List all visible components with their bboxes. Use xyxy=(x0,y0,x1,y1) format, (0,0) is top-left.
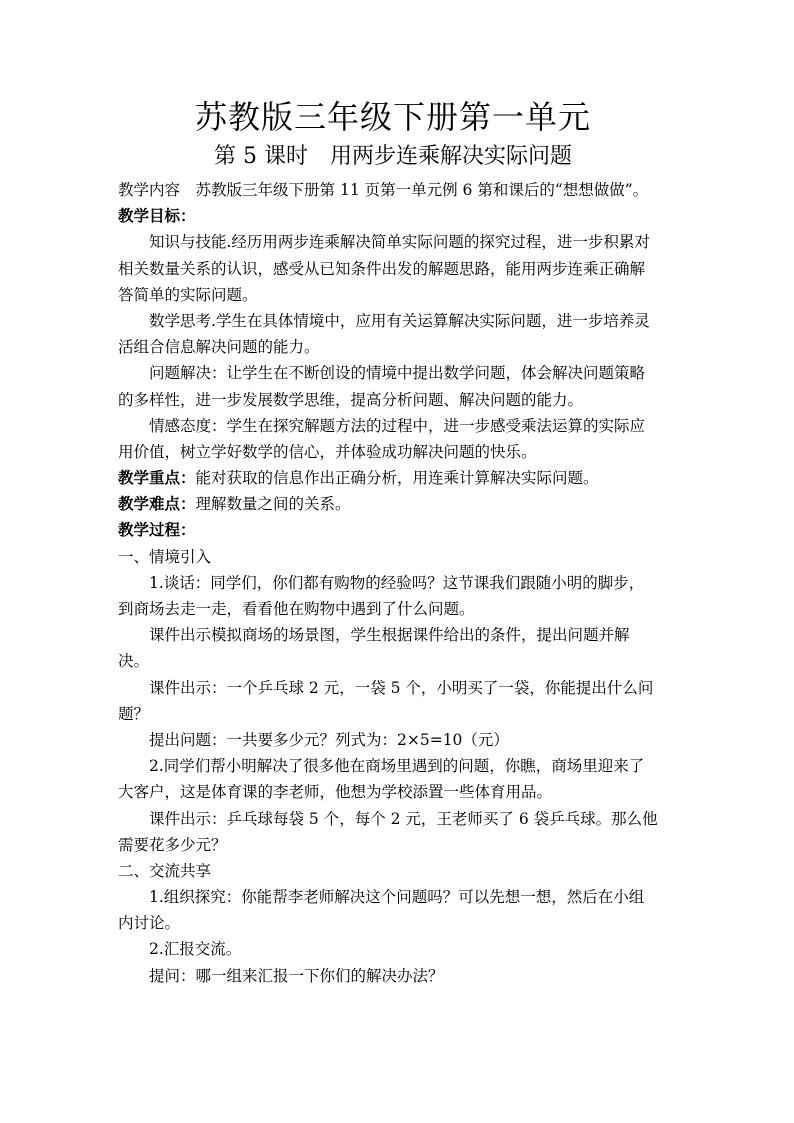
key-point-text: 能对获取的信息作出正确分析，用连乘计算解决实际问题。 xyxy=(195,469,599,488)
objectives-heading: 教学目标： xyxy=(118,206,196,226)
process-line: 到商场去走一走，看看他在购物中遇到了什么问题。 xyxy=(118,600,475,618)
process-heading: 教学过程： xyxy=(118,520,196,540)
process-line: 1.组织探究：你能帮李老师解决这个问题吗？可以先想一想，然后在小组 xyxy=(149,888,645,907)
content-label: 教学内容 xyxy=(118,181,181,199)
difficulty-text: 理解数量之间的关系。 xyxy=(195,495,351,514)
objective-line: 活组合信息解决问题的能力。 xyxy=(118,338,320,357)
process-line: 题？ xyxy=(118,704,150,723)
document-body xyxy=(118,177,670,989)
teaching-content xyxy=(118,177,670,203)
section-heading: 一、情境引入 xyxy=(118,547,212,566)
objective-line: 知识与技能.经历用两步连乘解决简单实际问题的探究过程，进一步积累对 xyxy=(149,233,650,252)
process-line: 课件出示：乒乓球每袋 5 个，每个 2 元，王老师买了 6 袋乒乓球。那么他 xyxy=(149,809,658,828)
process-line: 提出问题：一共要多少元？列式为：2×5=10（元） xyxy=(149,730,509,749)
objective-line: 问题解决：让学生在不断创设的情境中提出数学问题，体会解决问题策略 xyxy=(149,364,646,383)
objective-line: 的多样性，进一步发展数学思维，提高分析问题、解决问题的能力。 xyxy=(118,390,584,409)
difficulty-label: 教学难点 xyxy=(118,494,181,514)
process-line: 课件出示模拟商场的场景图，学生根据课件给出的条件，提出问题并解 xyxy=(149,626,630,645)
process-line: 需要花多少元？ xyxy=(118,835,227,854)
process-line: 大客户，这是体育课的李老师，他想为学校添置一些体育用品。 xyxy=(118,783,553,802)
process-line: 2.汇报交流。 xyxy=(149,940,242,959)
process-line: 2.同学们帮小明解决了很多他在商场里遇到的问题，你瞧，商场里迎来了 xyxy=(149,757,645,776)
document-title: 苏教版三年级下册第一单元 xyxy=(194,98,591,136)
process-line: 内讨论。 xyxy=(118,914,181,933)
lesson-subtitle: 第 5 课时 用两步连乘解决实际问题 xyxy=(214,144,572,169)
objective-line: 情感态度：学生在探究解题方法的过程中，进一步感受乘法运算的实际应 xyxy=(149,416,646,435)
key-point-label: 教学重点 xyxy=(118,468,181,488)
process-line: 决。 xyxy=(118,652,150,671)
objective-line: 数学思考.学生在具体情境中，应用有关运算解决实际问题，进一步培养灵 xyxy=(149,311,650,330)
process-line: 1.谈话：同学们，你们都有购物的经验吗？这节课我们跟随小明的脚步， xyxy=(149,573,645,592)
process-line: 提问：哪一组来汇报一下你们的解决办法？ xyxy=(149,966,444,985)
objective-line: 答简单的实际问题。 xyxy=(118,285,258,304)
content-text: 苏教版三年级下册第 11 页第一单元例 6 第和课后的“想想做做”。 xyxy=(195,181,649,199)
objective-line: 用价值，树立学好数学的信心，并体验成功解决问题的快乐。 xyxy=(118,442,537,461)
objective-line: 相关数量关系的认识，感受从已知条件出发的解题思路，能用两步连乘正确解 xyxy=(118,259,646,278)
section-heading: 二、交流共享 xyxy=(118,861,212,880)
difficulty: 教学难点：理解数量之间的关系。 xyxy=(118,494,351,514)
key-point: 教学重点：能对获取的信息作出正确分析，用连乘计算解决实际问题。 xyxy=(118,468,599,488)
process-line: 课件出示：一个乒乓球 2 元，一袋 5 个，小明买了一袋，你能提出什么问 xyxy=(149,678,654,697)
